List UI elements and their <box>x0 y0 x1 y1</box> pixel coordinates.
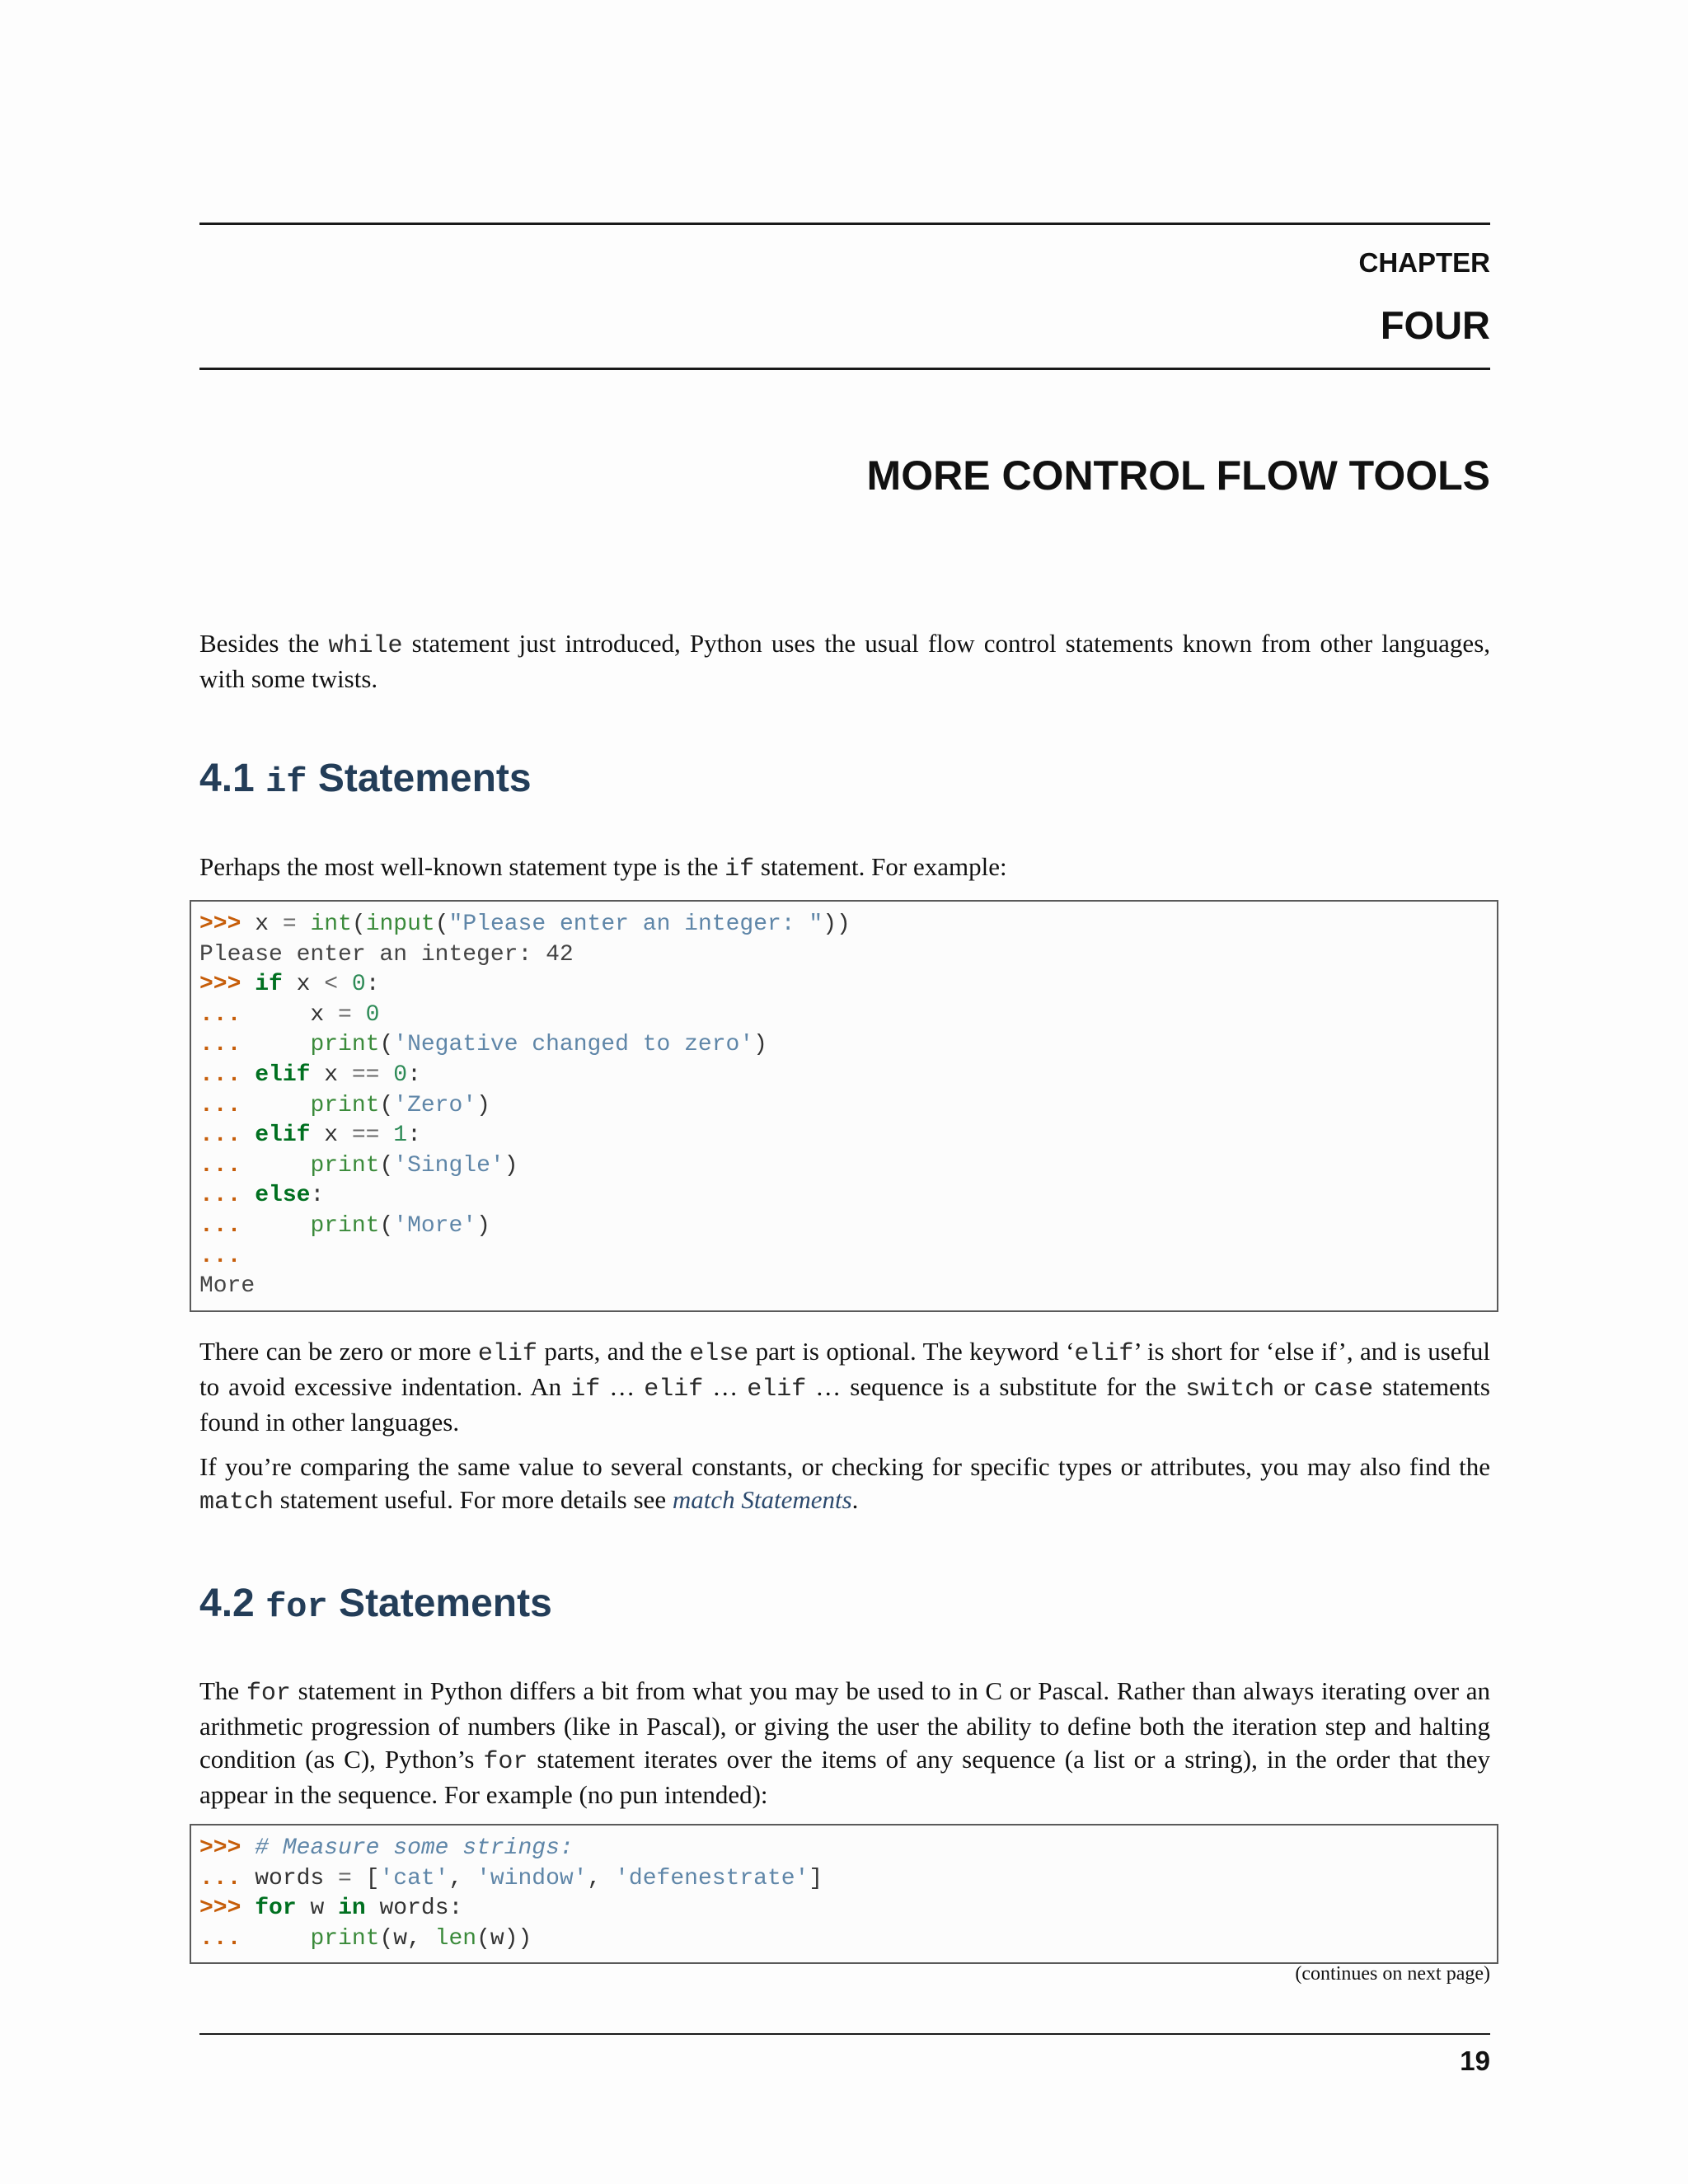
code-line: ... print('Single') <box>199 1152 518 1179</box>
section1-paragraph-3: If you’re comparing the same value to several constants, or checking for specific types or attributes, you may also find the match statement useful. For more details see match Statements. <box>199 1452 1490 1516</box>
chapter-number: FOUR <box>1380 303 1490 347</box>
chapter-title: MORE CONTROL FLOW TOOLS <box>866 452 1490 499</box>
chapter-bottom-rule <box>199 368 1490 370</box>
code-line: ... elif x == 1: <box>199 1122 421 1149</box>
code-line: ... <box>199 1243 241 1269</box>
section1-paragraph-1: Perhaps the most well-known statement type is the if statement. For example: <box>199 852 1007 883</box>
code-line: >>> if x < 0: <box>199 972 380 998</box>
code-line: ... print('More') <box>199 1212 490 1239</box>
code-line: >>> # Measure some strings: <box>199 1835 574 1861</box>
code-line: ... print(w, len(w)) <box>199 1925 532 1952</box>
page-number: 19 <box>1460 2046 1490 2076</box>
section-heading-if: 4.1 if Statements <box>199 757 532 802</box>
section1-paragraph-2: There can be zero or more elif parts, and the else part is optional. The keyword ‘elif’ is short for ‘else if’, and is useful to avoid excessive indentation. An if … elif … elif … sequence is a substitute for the switch or case statements found in other languages. <box>199 1337 1491 1436</box>
chapter-label: CHAPTER <box>1358 247 1490 278</box>
code-output-line: Please enter an integer: 42 <box>199 941 574 968</box>
section-heading-for: 4.2 for Statements <box>199 1582 552 1627</box>
continues-note: (continues on next page) <box>1295 1963 1490 1985</box>
code-line: ... words = ['cat', 'window', 'defenestrate'] <box>199 1865 823 1891</box>
chapter-top-rule <box>199 223 1490 225</box>
code-block-if[interactable] <box>190 900 1498 1312</box>
code-line: ... print('Zero') <box>199 1092 490 1118</box>
code-line: >>> for w in words: <box>199 1896 463 1922</box>
code-output-line: More <box>199 1273 256 1300</box>
code-line: ... elif x == 0: <box>199 1062 421 1088</box>
code-block-for[interactable] <box>190 1824 1498 1964</box>
inline-code: while <box>328 632 403 660</box>
footer-rule <box>199 2033 1490 2035</box>
match-statements-link[interactable]: match Statements <box>672 1485 852 1514</box>
code-line: >>> x = int(input("Please enter an integer: ")) <box>199 912 851 937</box>
code-line: ... x = 0 <box>199 1001 380 1028</box>
section2-paragraph-1: The for statement in Python differs a bit from what you may be used to in C or Pascal. Rather than always iterating over an arithmetic progression of numbers (like in Pascal), or giving the user the ability to define both the iteration step and halting condition (as C), Python’s for statement iterates over the items of any sequence (a list or a string), in the order that they appear in the sequence. For example (no pun intended): <box>199 1676 1490 1809</box>
code-line: ... print('Negative changed to zero') <box>199 1032 767 1058</box>
intro-paragraph: Besides the while statement just introduced, Python uses the usual flow control statements known from other languages, with some twists. <box>199 629 1491 693</box>
code-line: ... else: <box>199 1183 325 1209</box>
